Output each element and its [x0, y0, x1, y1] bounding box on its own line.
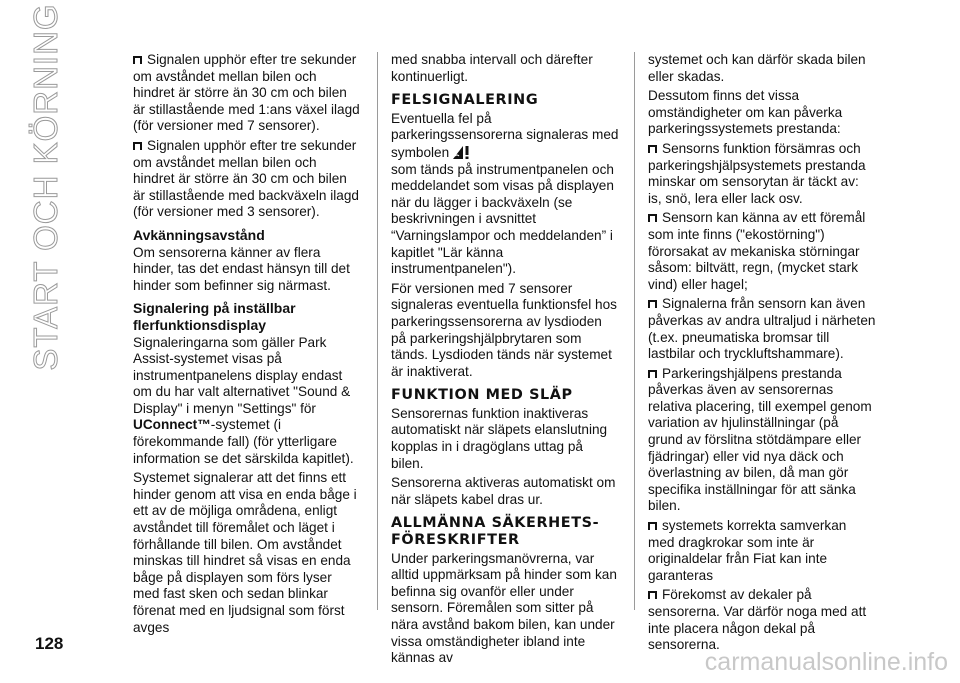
paragraph: För versionen med 7 sensorer signaleras eventuella funktionsfel hos parkeringssensorerna av lysdioden på parkeringshjälpbrytaren som tänds. Lysdioden tänds när systemet är inaktiverat. — [391, 280, 617, 379]
watermark: carmanualsonline.info — [704, 648, 948, 676]
bullet-paragraph: Parkeringshjälpens prestanda påverkas även av sensorernas relativa placering, till exempel genom variation av hjulinställningar (på grund av förslitna stötdämpare eller fjädringar) eller vid nya däck och överlastning av bilen, då man gör specifika inställningar för att sänka bilen. — [648, 365, 872, 514]
paragraph: Om sensorerna känner av flera hinder, tas det endast hänsyn till det hinder som befinner sig närmast. — [133, 244, 350, 293]
square-bullet-icon — [648, 370, 657, 378]
bullet-paragraph: Signalen upphör efter tre sekunder om avståndet mellan bilen och hindret är större än 30 cm och bilen är stillastående med backväxeln ilagd (för versioner med 3 sensorer). — [133, 137, 359, 220]
paragraph: systemet och kan därför skada bilen eller skadas. — [648, 52, 866, 84]
text-column-3 — [648, 52, 876, 657]
paragraph: Under parkeringsmanövrerna, var alltid uppmärksam på hinder som kan befinna sig ovanför eller under sensorn. Föremålen som sitter på nära avstånd bakom bilen, kan under vissa omständigheter ibland inte kännas av — [391, 550, 617, 666]
text-column-2 — [391, 52, 619, 670]
column-divider — [634, 52, 635, 610]
text-column-1 — [133, 52, 361, 639]
column-divider — [377, 52, 378, 610]
square-bullet-icon — [648, 591, 657, 599]
square-bullet-icon — [133, 142, 142, 150]
square-bullet-icon — [648, 214, 657, 222]
bullet-paragraph: systemets korrekta samverkan med dragkrokar som inte är originaldelar från Fiat kan inte garanteras — [648, 518, 847, 583]
paragraph: Eventuella fel på parkeringssensorerna signaleras med symbolen som tänds på instrumentpanelen och meddelandet som visas på displayen när du lägger i backväxeln (se beskrivningen i avsnittet “Varningslampor och meddelanden” i kapitlet "Lär känna instrumentpanelen"). — [391, 110, 619, 277]
heading-fault-signalling: FELSIGNALERING — [391, 92, 539, 109]
heading-detection-distance: Avkänningsavstånd — [133, 226, 265, 243]
paragraph: Systemet signalerar att det finns ett hinder genom att visa en enda båge i ett av de möjliga områdena, enligt avståndet till föremålet och läget i förhållande till bilen. Om avståndet minskas till hindret så visas en enda båge på displayen som förs lyser med fast sken och sedan blinkar förenat med en ljudsignal som först avges — [133, 470, 357, 635]
heading-display-signalling: Signalering på inställbar flerfunktionsdisplay — [133, 300, 296, 333]
paragraph: Sensorernas funktion inaktiveras automatiskt när släpets elanslutning kopplas in i dragöglans uttag på bilen. — [391, 405, 608, 471]
bullet-paragraph: Sensorn kan känna av ett föremål som inte finns ("ekostörning") förorsakat av mekaniska störningar såsom: biltvätt, regn, (mycket stark vind) eller hagel; — [648, 210, 866, 292]
page-number: 128 — [35, 634, 64, 653]
bullet-paragraph: Sensorns funktion försämras och parkeringshjälpsystemets prestanda minskar om sensorytan är täckt av: is, snö, lera eller lack osv. — [648, 140, 866, 206]
square-bullet-icon — [648, 300, 657, 308]
paragraph: Signaleringarna som gäller Park Assist-systemet visas på instrumentpanelens display endast om du har valt alternativet "Sound & Display" i menyn "Settings" för UConnect™-systemet (i förekommande fall) (för ytterligare information se det särskilda kapitlet). — [133, 334, 354, 466]
paragraph: Sensorerna aktiveras automatiskt om när släpets kabel dras ur. — [391, 475, 616, 507]
bullet-paragraph: Förekomst av dekaler på sensorerna. Var därför noga med att inte placera någon dekal på sensorerna. — [648, 587, 867, 653]
square-bullet-icon — [648, 522, 657, 530]
brand-name: UConnect™ — [133, 417, 211, 433]
bullet-paragraph: Signalerna från sensorn kan även påverkas av andra ultraljud i närheten (t.ex. pneumatiska bromsar till lastbilar och tryckluftshammare). — [648, 296, 876, 362]
paragraph: Dessutom finns det vissa omständigheter om kan påverka parkeringssystemets prestanda: — [648, 88, 843, 137]
bullet-paragraph: Signalen upphör efter tre sekunder om avståndet mellan bilen och hindret är större än 30 cm och bilen är stillastående med 1:ans växel ilagd (för versioner med 7 sensorer). — [133, 52, 360, 134]
parking-sensor-warning-icon — [451, 144, 473, 160]
paragraph: med snabba intervall och därefter kontinuerligt. — [391, 52, 593, 84]
heading-safety-instructions: ALLMÄNNA SÄKERHETS- FÖRESKRIFTER — [391, 515, 600, 549]
heading-trailer-function: FUNKTION MED SLÄP — [391, 387, 573, 404]
square-bullet-icon — [133, 56, 142, 64]
section-side-title: START OCH KÖRNING — [27, 3, 64, 371]
square-bullet-icon — [648, 145, 657, 153]
